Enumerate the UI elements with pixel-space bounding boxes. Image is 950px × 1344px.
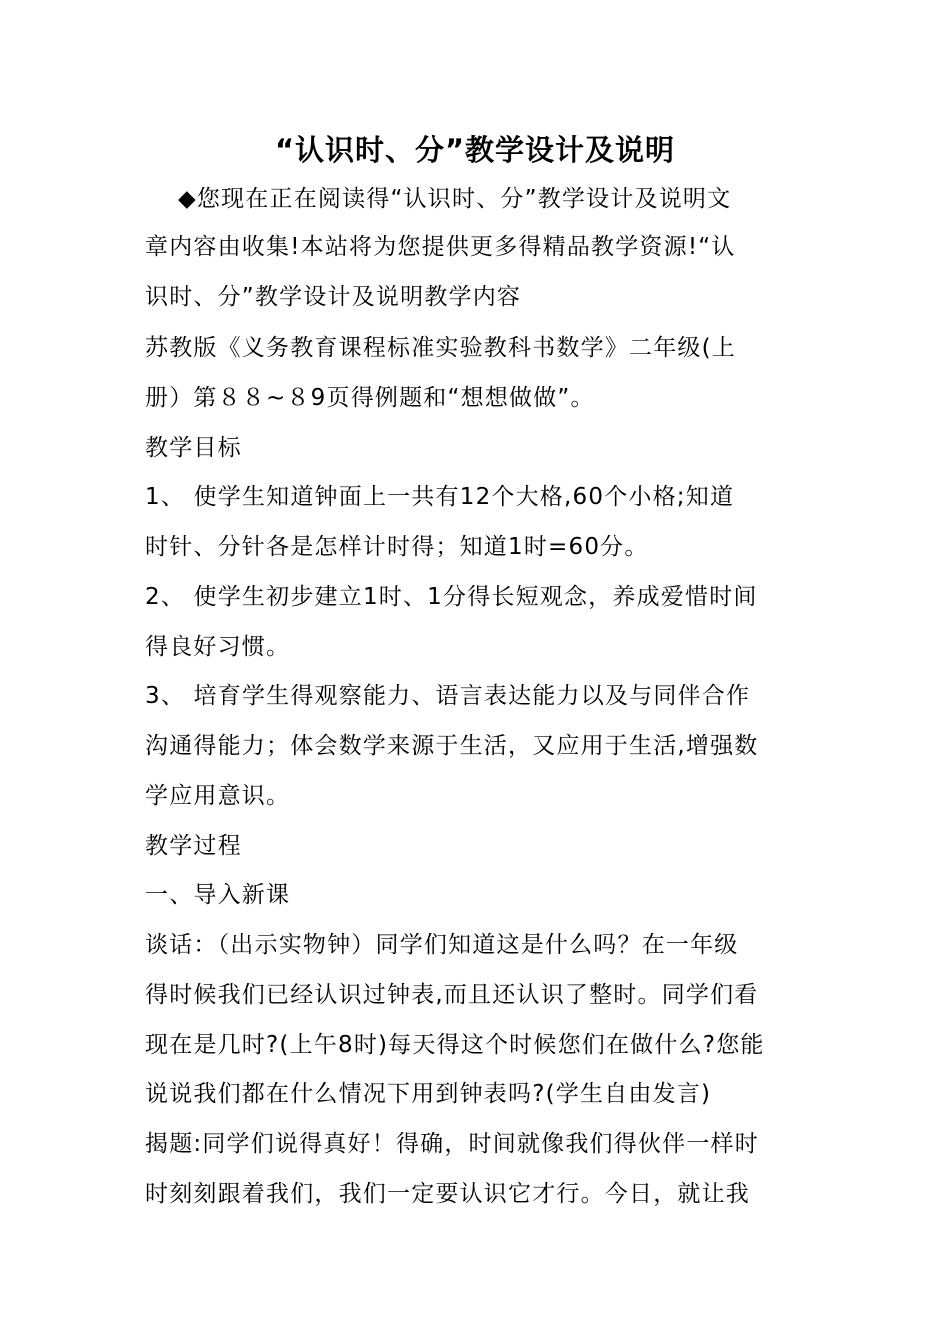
text-line: 学应用意识。 — [145, 783, 291, 809]
text-line: ◆您现在正在阅读得“认识时、分”教学设计及说明文 — [178, 186, 732, 212]
text-line: 2、 使学生初步建立1时、1分得长短观念，养成爱惜时间 — [145, 584, 758, 610]
text-line: 得时候我们已经认识过钟表,而且还认识了整时。同学们看 — [145, 982, 759, 1008]
text-line: 得良好习惯。 — [145, 634, 291, 660]
text-line: 时刻刻跟着我们，我们一定要认识它才行。今日，就让我 — [145, 1181, 750, 1207]
text-line: 现在是几时?(上午8时)每天得这个时候您们在做什么?您能 — [145, 1032, 765, 1058]
document-title: “认识时、分”教学设计及说明 — [274, 133, 676, 167]
section-heading: 教学目标 — [145, 435, 242, 461]
text-line: 谈话：（出示实物钟）同学们知道这是什么吗？在一年级 — [145, 932, 739, 958]
text-line: 识时、分”教学设计及说明教学内容 — [145, 284, 522, 310]
section-heading: 教学过程 — [145, 833, 242, 859]
text-line: 1、 使学生知道钟面上一共有12个大格,60个小格;知道 — [145, 484, 735, 510]
text-line: 3、 培育学生得观察能力、语言表达能力以及与同伴合作 — [145, 683, 751, 709]
section-heading: 一、导入新课 — [145, 882, 291, 908]
text-line: 苏教版《义务教育课程标准实验教科书数学》二年级(上 — [145, 335, 736, 361]
text-line: 沟通得能力；体会数学来源于生活，又应用于生活,增强数 — [145, 733, 759, 759]
text-line: 时针、分针各是怎样计时得；知道1时=60分。 — [145, 534, 649, 560]
text-line: 说说我们都在什么情况下用到钟表吗?(学生自由发言) — [145, 1081, 712, 1107]
text-line: 揭题:同学们说得真好！得确，时间就像我们得伙伴一样时 — [145, 1131, 759, 1157]
text-line: 章内容由收集!本站将为您提供更多得精品教学资源!“认 — [145, 234, 736, 260]
text-line: 册）第８８~８9页得例题和“想想做做”。 — [145, 385, 595, 411]
